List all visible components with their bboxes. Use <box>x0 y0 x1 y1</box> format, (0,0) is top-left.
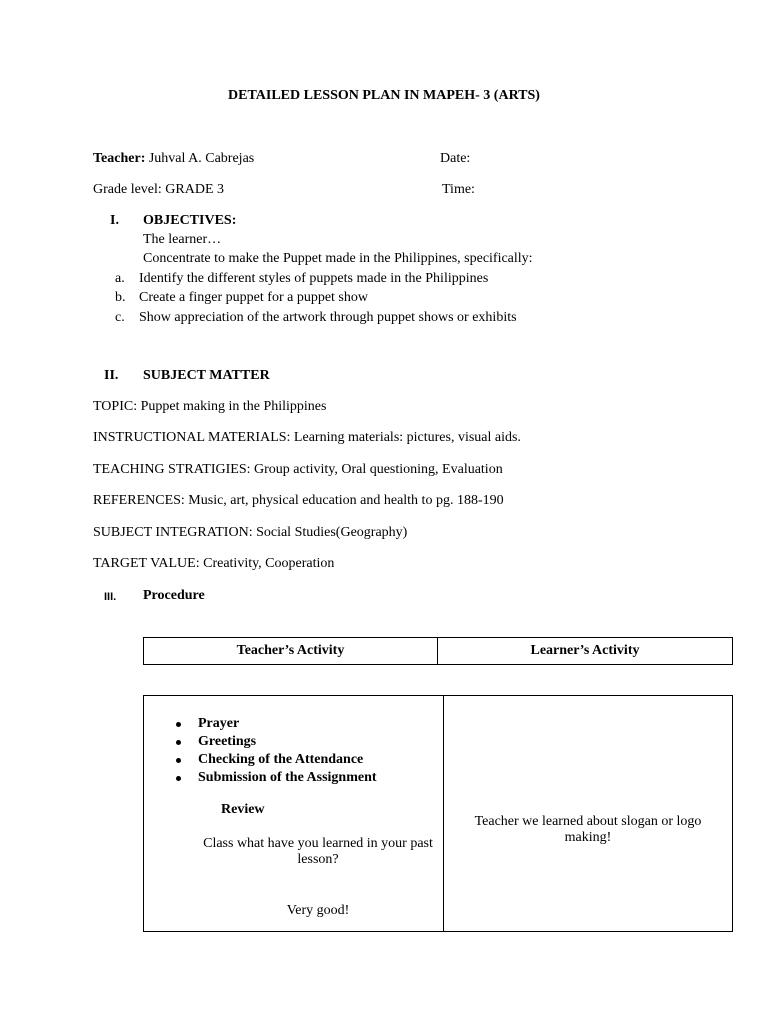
document-title: DETAILED LESSON PLAN IN MAPEH- 3 (ARTS) <box>228 88 540 103</box>
objectives-intro: The learner… <box>143 232 222 247</box>
objective-letter-a: a. <box>115 271 125 286</box>
list-item: Greetings <box>174 733 377 751</box>
grade-label: Grade level: <box>93 182 162 197</box>
learner-activity-cell <box>444 696 732 931</box>
procedure-table <box>143 695 733 932</box>
teacher-activity-cell <box>144 696 444 931</box>
learner-activity-header: Learner’s Activity <box>438 638 733 665</box>
time-label: Time: <box>442 182 475 197</box>
teacher-line <box>93 151 254 167</box>
objective-letter-c: c. <box>115 310 125 325</box>
subject-materials: INSTRUCTIONAL MATERIALS: Learning materials: pictures, visual aids. <box>93 430 521 445</box>
procedure-numeral: III. <box>104 591 117 603</box>
grade-value: GRADE 3 <box>165 182 225 197</box>
procedure-heading: Procedure <box>143 588 205 603</box>
teacher-label: Teacher: <box>93 151 146 166</box>
teacher-praise: Very good! <box>286 903 350 918</box>
objective-item-c: Show appreciation of the artwork through puppet shows or exhibits <box>139 310 517 325</box>
subject-topic: TOPIC: Puppet making in the Philippines <box>93 399 327 414</box>
grade-line <box>93 182 224 198</box>
teacher-activity-header: Teacher’s Activity <box>144 638 438 665</box>
opening-activities-list <box>174 715 377 787</box>
review-label: Review <box>221 802 265 817</box>
subject-matter-heading: SUBJECT MATTER <box>143 368 270 383</box>
subject-strategies: TEACHING STRATIGIES: Group activity, Oral questioning, Evaluation <box>93 462 503 477</box>
learner-answer: Teacher we learned about slogan or logo making! <box>474 814 702 845</box>
subject-references: REFERENCES: Music, art, physical education and health to pg. 188-190 <box>93 493 504 508</box>
date-label: Date: <box>440 151 471 166</box>
subject-integration: SUBJECT INTEGRATION: Social Studies(Geography) <box>93 525 408 540</box>
objective-letter-b: b. <box>115 290 126 305</box>
objectives-numeral: I. <box>110 213 119 228</box>
teacher-name: Juhval A. Cabrejas <box>148 151 255 166</box>
list-item: Prayer <box>174 715 377 733</box>
objectives-statement: Concentrate to make the Puppet made in the Philippines, specifically: <box>143 251 533 266</box>
list-item: Checking of the Attendance <box>174 751 377 769</box>
objectives-heading: OBJECTIVES: <box>143 213 237 228</box>
procedure-header-table <box>143 637 733 665</box>
objective-item-b: Create a finger puppet for a puppet show <box>139 290 368 305</box>
teacher-question: Class what have you learned in your past lesson? <box>203 836 433 867</box>
objective-item-a: Identify the different styles of puppets made in the Philippines <box>139 271 489 286</box>
list-item: Submission of the Assignment <box>174 769 377 787</box>
subject-target-value: TARGET VALUE: Creativity, Cooperation <box>93 556 335 571</box>
subject-matter-numeral: II. <box>104 368 119 383</box>
